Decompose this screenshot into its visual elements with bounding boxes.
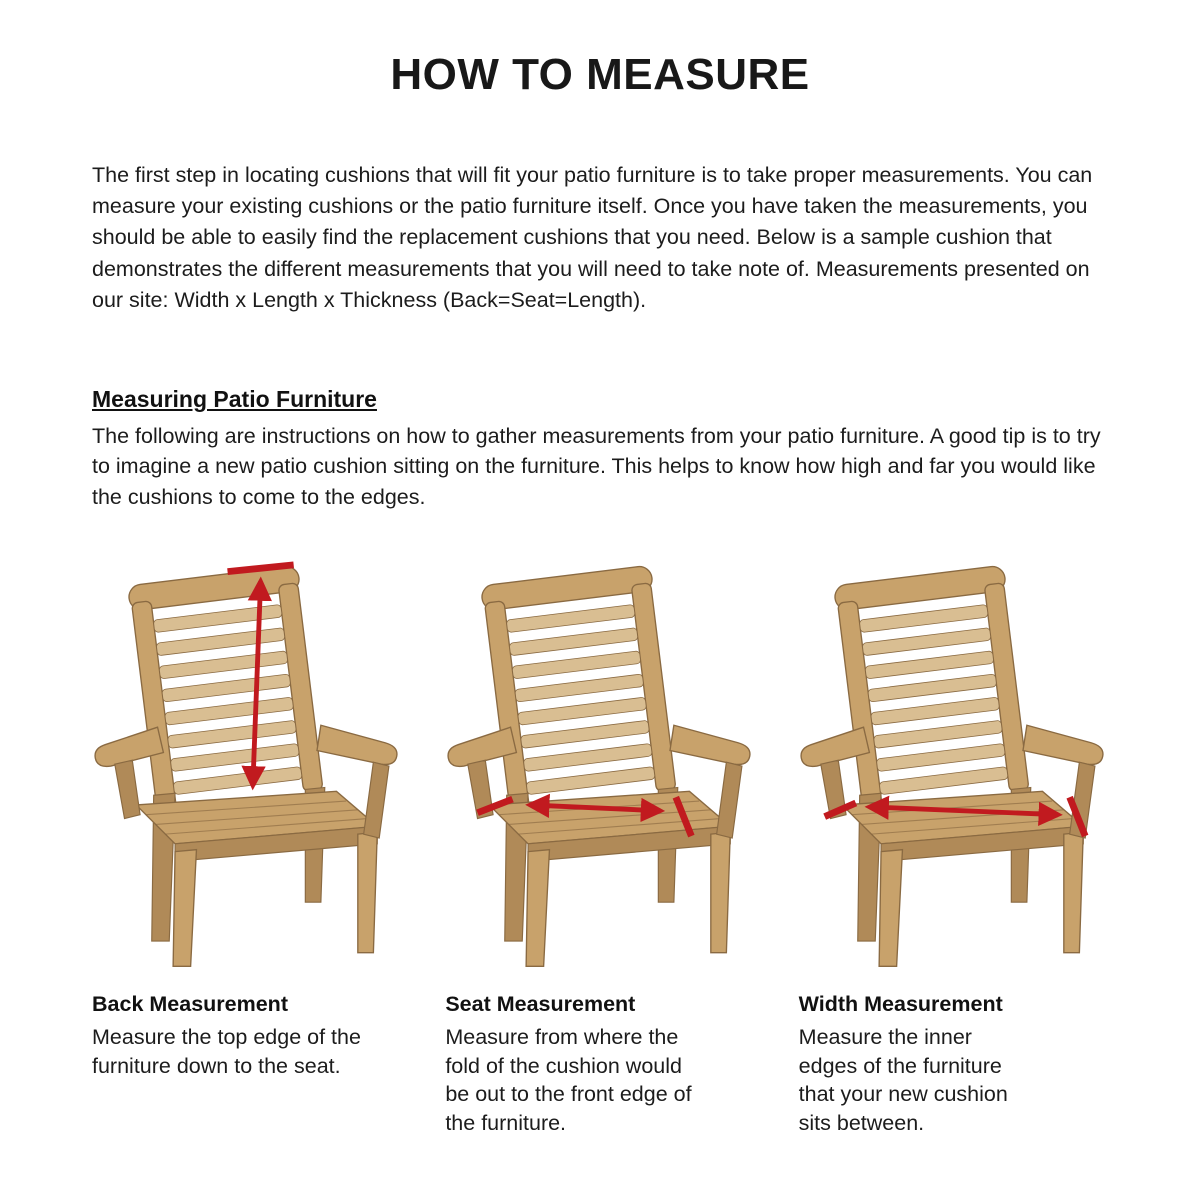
back-measurement-caption bbox=[70, 992, 423, 1137]
teak-armchair-illustration bbox=[81, 560, 413, 978]
caption-title: Width Measurement bbox=[798, 992, 1003, 1017]
chair-illustrations-row bbox=[0, 560, 1200, 978]
teak-armchair-illustration bbox=[434, 560, 766, 978]
caption-title: Seat Measurement bbox=[445, 992, 636, 1017]
caption-body: Measure the top edge of the furniture down to the seat. bbox=[92, 1025, 361, 1078]
caption-body: Measure the inner edges of the furniture that your new cushion sits between. bbox=[798, 1025, 1008, 1135]
width-measurement-figure bbox=[777, 560, 1130, 978]
caption-title: Back Measurement bbox=[92, 992, 288, 1017]
back-measurement-figure bbox=[70, 560, 423, 978]
width-measurement-caption bbox=[777, 992, 1130, 1137]
teak-armchair-illustration bbox=[787, 560, 1119, 978]
seat-measurement-figure bbox=[423, 560, 776, 978]
section-paragraph: The following are instructions on how to gather measurements from your patio furniture. A good tip is to try to imagine a new patio cushion sitting on the furniture. This helps to know how high and far you would like the cushions to come to the edges. bbox=[92, 423, 1101, 509]
seat-measurement-caption bbox=[423, 992, 776, 1137]
intro-paragraph: The first step in locating cushions that will fit your patio furniture is to take proper measurements. You can measure your existing cushions or the patio furniture itself. Once you have taken the measurements, you should be able to easily find the replacement cushions that you need. Below is a sample cushion that demonstrates the different measurements that you will need to take note of. Measurements presented on our site: Width x Length x Thickness (Back=Seat=Length). bbox=[92, 163, 1093, 312]
section-heading: Measuring Patio Furniture bbox=[92, 385, 377, 412]
page-title: HOW TO MEASURE bbox=[390, 50, 810, 99]
measuring-section bbox=[92, 386, 1108, 513]
caption-body: Measure from where the fold of the cushion would be out to the front edge of the furniture. bbox=[445, 1025, 692, 1135]
captions-row bbox=[0, 992, 1200, 1137]
